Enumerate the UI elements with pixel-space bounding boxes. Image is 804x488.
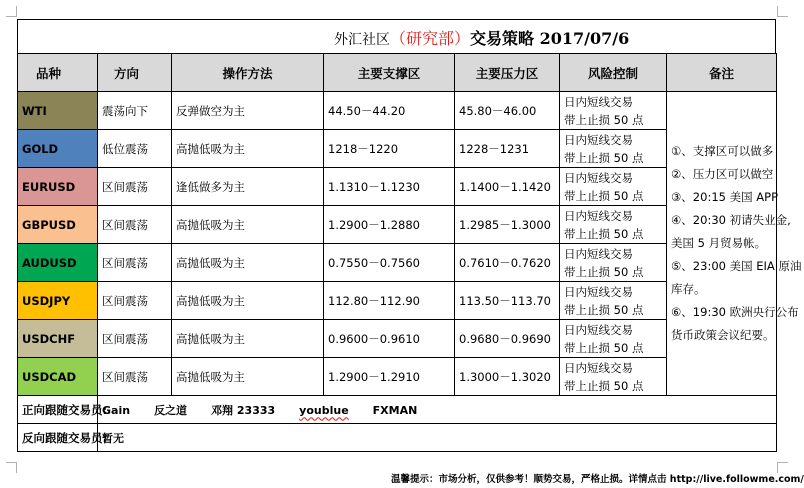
trader-name: Gain [102, 403, 131, 417]
trader-name: 暂无 [102, 431, 124, 445]
risk-line-1: 日内短线交易 [564, 246, 633, 261]
header-method: 操作方法 [172, 54, 324, 92]
reverse-row [18, 424, 777, 452]
direction-cell: 区间震荡 [98, 358, 172, 396]
notes-cell [667, 92, 802, 396]
strategy-table [17, 53, 802, 452]
support-cell: 1.2900－1.2910 [324, 358, 455, 396]
resistance-cell: 0.7610－0.7620 [455, 244, 560, 282]
risk-line-2: 带上止损 50 点 [564, 264, 644, 279]
symbol-cell: USDCHF [18, 320, 98, 358]
resistance-cell: 1.3000－1.3020 [455, 358, 560, 396]
risk-line-2: 带上止损 50 点 [564, 378, 644, 393]
resistance-cell: 45.80－46.00 [455, 92, 560, 130]
header-support: 主要支撑区 [324, 54, 455, 92]
risk-line-1: 日内短线交易 [564, 208, 633, 223]
method-cell: 高抛低吸为主 [172, 206, 324, 244]
symbol-cell: USDCAD [18, 358, 98, 396]
symbol-cell: WTI [18, 92, 98, 130]
risk-cell [560, 320, 667, 358]
forward-traders [98, 396, 777, 424]
page-corner-mark [6, 462, 17, 473]
forward-row [18, 396, 777, 424]
risk-line-2: 带上止损 50 点 [564, 302, 644, 317]
trader-name: 反之道 [154, 403, 188, 417]
resistance-cell: 1228－1231 [455, 130, 560, 168]
risk-line-2: 带上止损 50 点 [564, 188, 644, 203]
header-risk: 风险控制 [560, 54, 667, 92]
title-row [17, 19, 776, 53]
forward-label: 正向跟随交易员: [18, 396, 98, 424]
header-direction: 方向 [98, 54, 172, 92]
note-line: ⑤、23:00 美国 EIA 原油 [671, 259, 802, 273]
direction-cell: 区间震荡 [98, 320, 172, 358]
table-row [18, 320, 777, 358]
resistance-cell: 0.9680－0.9690 [455, 320, 560, 358]
risk-cell [560, 130, 667, 168]
risk-cell [560, 92, 667, 130]
trader-name: FXMAN [372, 403, 418, 417]
page-corner-mark [777, 6, 788, 17]
risk-line-1: 日内短线交易 [564, 94, 633, 109]
table-row [18, 168, 777, 206]
table-row [18, 206, 777, 244]
method-cell: 高抛低吸为主 [172, 130, 324, 168]
resistance-cell: 1.2985－1.3000 [455, 206, 560, 244]
note-line: ①、支撑区可以做多 [671, 144, 774, 158]
header-symbol: 品种 [18, 54, 98, 92]
support-cell: 1.2900－1.2880 [324, 206, 455, 244]
table-row [18, 92, 777, 130]
note-line: ⑥、19:30 欧洲央行公布 [671, 305, 799, 319]
risk-cell [560, 358, 667, 396]
note-line: ④、20:30 初请失业金, [671, 213, 791, 227]
risk-line-1: 日内短线交易 [564, 170, 633, 185]
risk-line-1: 日内短线交易 [564, 322, 633, 337]
risk-line-2: 带上止损 50 点 [564, 112, 644, 127]
reverse-traders [98, 424, 777, 452]
risk-line-2: 带上止损 50 点 [564, 226, 644, 241]
symbol-cell: GOLD [18, 130, 98, 168]
note-line: 库存。 [671, 282, 706, 296]
page-title [334, 26, 629, 49]
table-row [18, 282, 777, 320]
method-cell: 反弹做空为主 [172, 92, 324, 130]
note-line: ③、20:15 美国 APP [671, 190, 778, 204]
direction-cell: 区间震荡 [98, 168, 172, 206]
trader-name: 邓翔 23333 [211, 403, 276, 417]
direction-cell: 震荡向下 [98, 92, 172, 130]
symbol-cell: EURUSD [18, 168, 98, 206]
method-cell: 高抛低吸为主 [172, 320, 324, 358]
direction-cell: 区间震荡 [98, 206, 172, 244]
method-cell: 逢低做多为主 [172, 168, 324, 206]
title-highlight: （研究部） [390, 29, 471, 48]
risk-line-1: 日内短线交易 [564, 360, 633, 375]
risk-cell [560, 244, 667, 282]
support-cell: 0.9600－0.9610 [324, 320, 455, 358]
table-header-row [18, 54, 777, 92]
note-line: 美国 5 月贸易帐。 [671, 236, 767, 250]
symbol-cell: GBPUSD [18, 206, 98, 244]
resistance-cell: 113.50－113.70 [455, 282, 560, 320]
support-cell: 1.1310－1.1230 [324, 168, 455, 206]
risk-line-2: 带上止损 50 点 [564, 340, 644, 355]
header-notes: 备注 [667, 54, 777, 92]
risk-cell [560, 206, 667, 244]
direction-cell: 区间震荡 [98, 282, 172, 320]
note-line: 货币政策会议纪要。 [671, 328, 775, 342]
resistance-cell: 1.1400－1.1420 [455, 168, 560, 206]
risk-line-1: 日内短线交易 [564, 284, 633, 299]
title-prefix: 外汇社区 [334, 32, 390, 48]
symbol-cell: USDJPY [18, 282, 98, 320]
risk-line-2: 带上止损 50 点 [564, 150, 644, 165]
symbol-cell: AUDUSD [18, 244, 98, 282]
trader-name: youblue [299, 403, 349, 417]
title-suffix: 交易策略 2017/07/6 [470, 29, 630, 48]
table-row [18, 244, 777, 282]
header-resistance: 主要压力区 [455, 54, 560, 92]
direction-cell: 区间震荡 [98, 244, 172, 282]
method-cell: 高抛低吸为主 [172, 282, 324, 320]
note-line: ②、压力区可以做空 [671, 167, 774, 181]
method-cell: 高抛低吸为主 [172, 358, 324, 396]
reverse-label: 反向跟随交易员: [18, 424, 98, 452]
page-corner-mark [6, 6, 17, 17]
table-row [18, 358, 777, 396]
risk-cell [560, 282, 667, 320]
support-cell: 1218－1220 [324, 130, 455, 168]
table-row [18, 130, 777, 168]
footer-tip: 温馨提示：市场分析，仅供参考！顺势交易，严格止损。详情点击 http://live.followme.com/ [391, 474, 804, 485]
support-cell: 0.7550－0.7560 [324, 244, 455, 282]
support-cell: 112.80－112.90 [324, 282, 455, 320]
method-cell: 高抛低吸为主 [172, 244, 324, 282]
risk-cell [560, 168, 667, 206]
support-cell: 44.50－44.20 [324, 92, 455, 130]
direction-cell: 低位震荡 [98, 130, 172, 168]
risk-line-1: 日内短线交易 [564, 132, 633, 147]
